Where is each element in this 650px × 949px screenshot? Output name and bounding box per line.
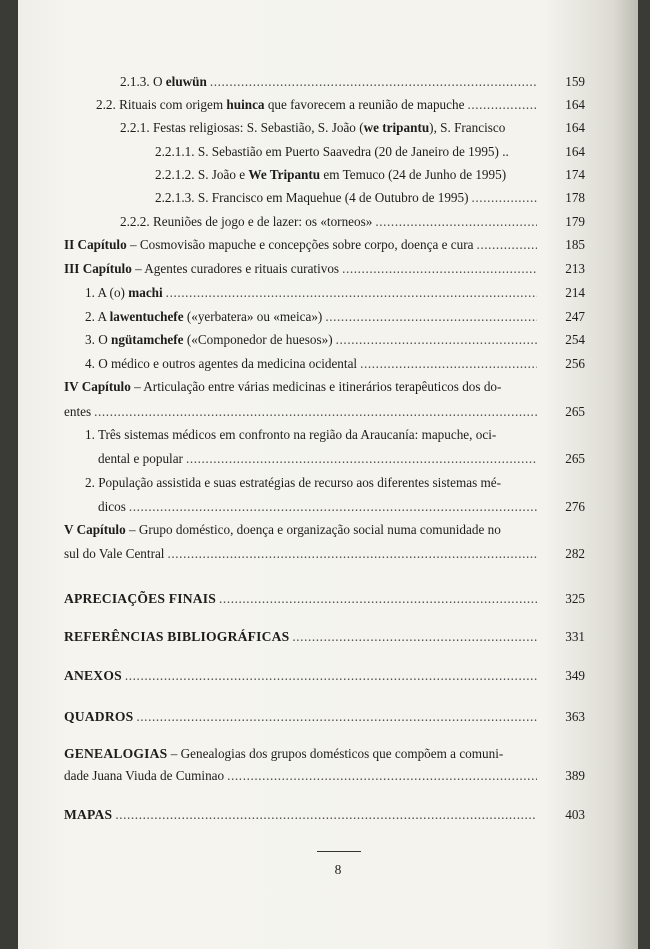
toc-entry: 4. O médico e outros agentes da medicina ocidental ..... 256	[85, 356, 540, 372]
page-ref: 349	[565, 668, 585, 683]
toc-entry: 2.1.3. O eluwün ..... 159	[120, 74, 540, 90]
toc-entry: IV Capítulo – Articulação entre várias medicinas e itinerários terapêuticos dos do-	[64, 379, 502, 394]
toc-entry: APRECIAÇÕES FINAIS ..... 325	[64, 591, 540, 607]
leader-dots	[342, 261, 537, 277]
toc-entry: entes ..... 265	[64, 404, 540, 420]
page-ref: 174	[565, 167, 585, 182]
leader-dots	[129, 499, 537, 515]
toc-entry: 1. A (o) machi ..... 214	[85, 285, 540, 301]
leader-dots	[325, 309, 537, 325]
leader-dots	[292, 629, 537, 645]
toc-entry: 2.2.1. Festas religiosas: S. Sebastião, S. João (we tripantu), S. Francisco 164	[120, 120, 585, 135]
toc-entry: II Capítulo – Cosmovisão mapuche e concepções sobre corpo, doença e cura ..... 185	[64, 237, 540, 253]
page-number: 8	[334, 862, 342, 877]
toc-entry: sul do Vale Central ..... 282	[64, 546, 540, 562]
toc-entry: REFERÊNCIAS BIBLIOGRÁFICAS ..... 331	[64, 629, 540, 645]
page-ref: 265	[565, 451, 585, 466]
toc-entry: V Capítulo – Grupo doméstico, doença e organização social numa comunidade no	[64, 522, 501, 537]
toc-entry: 2.2.1.2. S. João e We Tripantu em Temuco (24 de Junho de 1995) 174	[155, 167, 585, 182]
toc-entry: 2. A lawentuchefe («yerbatera» ou «meica») ..... 247	[85, 309, 540, 325]
page-ref: 214	[565, 285, 585, 300]
toc-entry: MAPAS ..... 403	[64, 807, 540, 823]
leader-dots	[336, 332, 537, 348]
toc-entry: 2.2. Rituais com origem huinca que favorecem a reunião de mapuche ..... 164	[96, 97, 540, 113]
leader-dots	[167, 546, 537, 562]
page-ref: 247	[565, 309, 585, 324]
page-ref: 178	[565, 190, 585, 205]
toc-entry: 2.2.1.3. S. Francisco em Maquehue (4 de Outubro de 1995) ..... 178	[155, 190, 540, 206]
leader-dots	[186, 451, 537, 467]
leader-dots	[472, 190, 537, 206]
page-ref: 276	[565, 499, 585, 514]
page-ref: 254	[565, 332, 585, 347]
leader-dots	[476, 237, 537, 253]
book-page	[18, 0, 638, 949]
page-ref: 325	[565, 591, 585, 606]
leader-dots	[360, 356, 537, 372]
toc-entry: dade Juana Viuda de Cuminao ..... 389	[64, 768, 540, 784]
toc-entry: QUADROS ..... 363	[64, 709, 540, 725]
page-ref: 164	[565, 120, 585, 135]
page-ref: 403	[565, 807, 585, 822]
page-ref: 265	[565, 404, 585, 419]
leader-dots	[375, 214, 537, 230]
leader-dots	[210, 74, 537, 90]
leader-dots	[227, 768, 537, 784]
leader-dots	[166, 285, 537, 301]
leader-dots	[94, 404, 537, 420]
leader-dots	[219, 591, 537, 607]
page-ref: 256	[565, 356, 585, 371]
leader-dots	[125, 668, 537, 684]
leader-dots	[115, 807, 537, 823]
page-ref: 213	[565, 261, 585, 276]
toc-entry: dicos ..... 276	[98, 499, 540, 515]
toc-entry: GENEALOGIAS – Genealogias dos grupos domésticos que compõem a comuni-	[64, 746, 504, 761]
toc-entry: ANEXOS ..... 349	[64, 668, 540, 684]
page-ref: 185	[565, 237, 585, 252]
leader-dots	[136, 709, 537, 725]
page-ref: 179	[565, 214, 585, 229]
page-ref: 363	[565, 709, 585, 724]
page-ref: 164	[565, 144, 585, 159]
toc-entry: 2. População assistida e suas estratégias de recurso aos diferentes sistemas mé-	[85, 475, 502, 490]
toc-entry: dental e popular ..... 265	[98, 451, 540, 467]
toc-entry: III Capítulo – Agentes curadores e rituais curativos ..... 213	[64, 261, 540, 277]
page-ref: 389	[565, 768, 585, 783]
page-ref: 164	[565, 97, 585, 112]
page-ref: 331	[565, 629, 585, 644]
toc-entry: 2.2.1.1. S. Sebastião em Puerto Saavedra (20 de Janeiro de 1995) .. 164	[155, 144, 585, 159]
toc-entry: 2.2.2. Reuniões de jogo e de lazer: os «torneos» ..... 179	[120, 214, 540, 230]
toc-entry: 3. O ngütamchefe («Componedor de huesos») ..... 254	[85, 332, 540, 348]
leader-dots	[467, 97, 537, 113]
page-ref: 159	[565, 74, 585, 89]
page-ref: 282	[565, 546, 585, 561]
page-number-rule	[317, 851, 361, 852]
toc-entry: 1. Três sistemas médicos em confronto na região da Araucanía: mapuche, oci-	[85, 427, 497, 442]
